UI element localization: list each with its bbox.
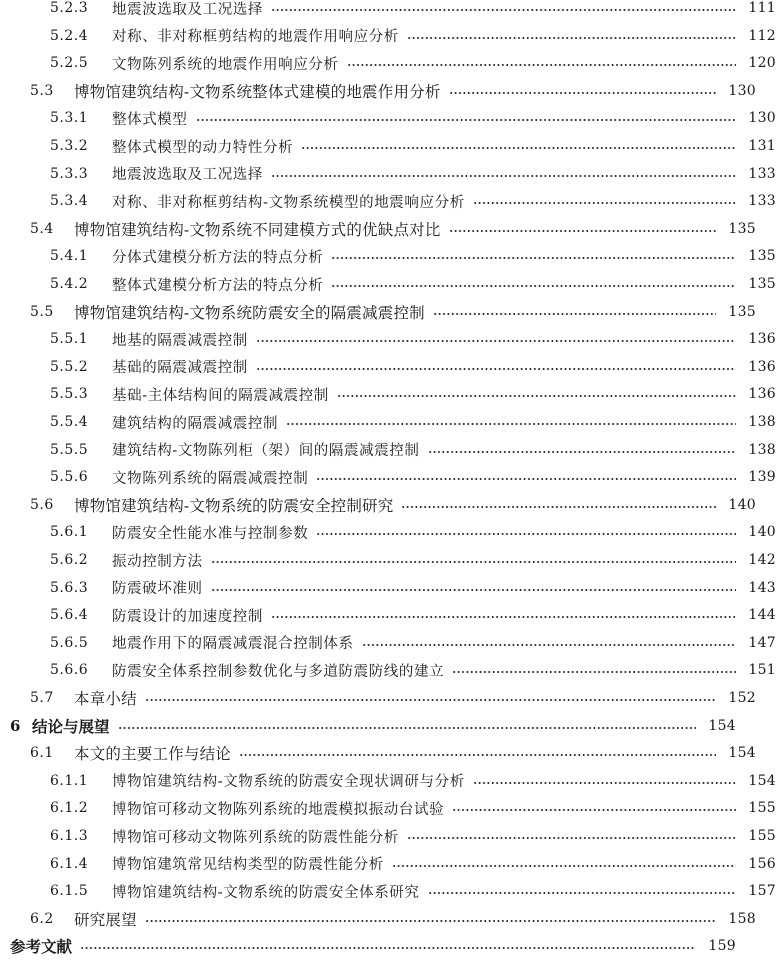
toc-entry-page-number: 140	[748, 524, 776, 541]
toc-entry-title: 防震破坏准则	[112, 581, 203, 598]
toc-entry-title: 建筑结构-文物陈列柜（架）间的隔震减震控制	[112, 443, 420, 460]
dot-leader	[407, 37, 736, 39]
toc-entry-page-number: 140	[728, 496, 756, 513]
dot-leader	[433, 313, 716, 315]
toc-entry-page-number: 154	[748, 772, 776, 789]
dot-leader	[256, 368, 736, 370]
toc-entry[interactable]	[0, 327, 780, 351]
toc-entry[interactable]	[0, 576, 780, 600]
toc-entry-number: 5.6.2	[50, 552, 89, 568]
toc-entry-number: 5.2.5	[50, 55, 89, 72]
toc-entry[interactable]	[0, 24, 780, 48]
dot-leader	[118, 727, 696, 729]
toc-entry-title: 博物馆建筑结构-文物系统防震安全的隔震减震控制	[74, 303, 425, 322]
toc-entry-number: 6.1.3	[50, 828, 89, 844]
toc-entry-page-number: 130	[728, 82, 756, 99]
toc-entry[interactable]	[0, 741, 760, 765]
toc-entry-number: 6.1	[30, 745, 54, 762]
toc-entry-title: 振动控制方法	[112, 553, 203, 570]
toc-entry-number: 6.1.4	[50, 855, 89, 872]
toc-entry-number: 5.6	[30, 496, 54, 513]
toc-entry-title: 博物馆可移动文物陈列系统的防震性能分析	[112, 829, 399, 846]
dot-leader	[286, 423, 736, 425]
toc-entry-number: 6.1.5	[50, 883, 89, 900]
toc-entry-number: 5.6.4	[50, 607, 89, 624]
dot-leader	[449, 92, 716, 94]
toc-entry-title: 地基的隔震减震控制	[112, 332, 248, 349]
toc-entry-number: 5.3	[30, 82, 54, 99]
toc-entry[interactable]	[0, 272, 780, 296]
toc-entry-title: 博物馆建筑常见结构类型的防震性能分析	[112, 857, 384, 874]
toc-entry-number: 5.5	[30, 303, 54, 320]
toc-entry-title: 地震作用下的隔震减震混合控制体系	[112, 636, 354, 653]
toc-entry[interactable]	[0, 106, 780, 130]
toc-entry[interactable]	[0, 465, 780, 489]
toc-entry-number: 5.6.1	[50, 524, 89, 541]
toc-entry-page-number: 147	[748, 634, 776, 651]
toc-entry-number: 5.5.6	[50, 469, 89, 486]
toc-entry-title: 文物陈列系统的地震作用响应分析	[112, 56, 339, 73]
toc-entry-number: 5.3.4	[50, 193, 89, 210]
toc-entry-page-number: 135	[728, 303, 756, 320]
toc-entry-page-number: 155	[748, 828, 776, 844]
toc-entry-page-number: 130	[748, 110, 776, 127]
toc-entry-page-number: 154	[728, 745, 756, 762]
toc-entry-number: 5.3.2	[50, 138, 89, 154]
toc-entry-page-number: 138	[748, 441, 776, 458]
toc-entry-number: 5.4.2	[50, 276, 89, 292]
toc-entry-number: 5.5.2	[50, 358, 89, 375]
toc-entry-title: 地震波选取及工况选择	[112, 1, 263, 18]
toc-entry-page-number: 152	[728, 690, 756, 706]
toc-entry-title: 博物馆建筑结构-文物系统不同建模方式的优缺点对比	[74, 220, 441, 239]
toc-entry-page-number: 139	[748, 469, 776, 486]
toc-entry-page-number: 120	[748, 55, 776, 72]
toc-entry-number: 5.6.5	[50, 634, 89, 651]
toc-entry[interactable]	[0, 217, 760, 241]
dot-leader	[301, 147, 736, 149]
dot-leader	[452, 671, 736, 673]
toc-entry[interactable]	[0, 907, 760, 931]
toc-entry-page-number: 156	[748, 855, 776, 872]
toc-entry-title: 地震波选取及工况选择	[112, 167, 263, 184]
toc-entry-title: 文物陈列系统的隔震减震控制	[112, 470, 309, 487]
toc-entry-number: 6	[10, 716, 21, 735]
toc-entry-page-number: 144	[748, 607, 776, 624]
toc-entry-page-number: 151	[748, 662, 776, 679]
toc-entry-title: 对称、非对称框剪结构的地震作用响应分析	[112, 29, 399, 46]
toc-entry[interactable]	[0, 879, 780, 903]
toc-entry[interactable]	[0, 824, 780, 848]
toc-entry[interactable]	[0, 0, 780, 20]
dot-leader	[401, 506, 716, 508]
toc-entry-title: 本文的主要工作与结论	[74, 745, 232, 764]
toc-entry-page-number: 133	[748, 165, 776, 182]
toc-entry-number: 5.6.3	[50, 579, 89, 596]
toc-entry[interactable]	[0, 658, 780, 682]
toc-entry-number: 5.5.5	[50, 441, 89, 458]
toc-entry[interactable]	[0, 548, 780, 572]
dot-leader	[392, 865, 736, 867]
toc-entry-title: 本章小结	[74, 690, 137, 708]
dot-leader	[145, 920, 716, 922]
toc-entry-number: 5.4	[30, 220, 54, 237]
dot-leader	[428, 892, 737, 894]
toc-entry-number: 5.5.4	[50, 414, 89, 430]
toc-entry-number: 5.5.1	[50, 331, 89, 348]
dot-leader	[271, 9, 736, 11]
dot-leader	[271, 175, 736, 177]
toc-entry-page-number: 135	[748, 276, 776, 292]
dot-leader	[449, 230, 716, 232]
toc-entry[interactable]	[0, 796, 780, 820]
toc-entry-title: 参考文献	[10, 937, 73, 957]
toc-entry[interactable]	[0, 438, 780, 462]
toc-entry[interactable]	[0, 189, 780, 213]
dot-leader	[196, 119, 737, 121]
toc-entry-page-number: 157	[748, 883, 776, 900]
dot-leader	[256, 340, 736, 342]
dot-leader	[145, 699, 716, 701]
toc-entry-title: 研究展望	[74, 910, 137, 929]
toc-entry[interactable]	[0, 520, 780, 544]
dot-leader	[362, 644, 736, 646]
toc-entry-page-number: 155	[748, 800, 776, 817]
dot-leader	[331, 285, 736, 287]
dot-leader	[428, 451, 737, 453]
dot-leader	[80, 947, 696, 949]
toc-entry-number: 5.4.1	[50, 248, 89, 265]
toc-entry-title: 对称、非对称框剪结构-文物系统模型的地震响应分析	[112, 194, 465, 211]
toc-entry-page-number: 131	[748, 138, 776, 154]
dot-leader	[452, 809, 736, 811]
toc-entry-page-number: 136	[748, 331, 776, 348]
toc-entry-page-number: 138	[748, 414, 776, 430]
toc-entry[interactable]	[0, 769, 780, 793]
toc-entry[interactable]	[0, 493, 760, 517]
toc-entry-title: 结论与展望	[32, 716, 110, 736]
dot-leader	[316, 478, 736, 480]
toc-entry-number: 5.5.3	[50, 386, 89, 403]
toc-entry[interactable]	[0, 162, 780, 186]
toc-entry[interactable]	[0, 852, 780, 876]
toc-entry-page-number: 111	[748, 0, 776, 16]
dot-leader	[473, 202, 736, 204]
toc-entry[interactable]	[0, 244, 780, 268]
dot-leader	[239, 754, 716, 756]
toc-entry[interactable]	[0, 300, 760, 324]
toc-entry-number: 5.3.3	[50, 165, 89, 182]
toc-entry-title: 建筑结构的隔震减震控制	[112, 415, 279, 432]
toc-entry[interactable]	[0, 355, 780, 379]
toc-entry[interactable]	[0, 934, 740, 958]
toc-entry-page-number: 135	[728, 220, 756, 237]
toc-entry-title: 整体式模型	[112, 111, 188, 128]
toc-entry-number: 5.7	[30, 690, 54, 706]
toc-entry-title: 博物馆建筑结构-文物系统的防震安全控制研究	[74, 496, 394, 515]
dot-leader	[347, 64, 737, 66]
toc-entry-number: 6.2	[30, 910, 54, 927]
dot-leader	[337, 395, 736, 397]
toc-entry-page-number: 143	[748, 579, 776, 596]
toc-entry-title: 防震设计的加速度控制	[112, 608, 263, 625]
dot-leader	[211, 561, 736, 563]
toc-entry[interactable]	[0, 79, 760, 103]
dot-leader	[407, 837, 736, 839]
toc-entry-page-number: 112	[748, 27, 776, 44]
toc-entry-page-number: 135	[748, 248, 776, 265]
toc-entry-page-number: 159	[708, 938, 736, 955]
toc-entry[interactable]	[0, 134, 780, 158]
toc-entry-page-number: 154	[708, 717, 736, 734]
toc-entry[interactable]	[0, 686, 760, 710]
toc-entry-page-number: 158	[728, 910, 756, 927]
toc-entry-number: 5.2.4	[50, 27, 89, 44]
dot-leader	[473, 782, 736, 784]
toc-entry-page-number: 142	[748, 552, 776, 568]
toc-entry-number: 6.1.2	[50, 800, 89, 817]
toc-entry-title: 博物馆建筑结构-文物系统整体式建模的地震作用分析	[74, 82, 441, 101]
toc-entry-title: 博物馆可移动文物陈列系统的地震模拟振动台试验	[112, 801, 445, 818]
toc-entry-title: 整体式建模分析方法的特点分析	[112, 277, 324, 294]
toc-entry-number: 5.6.6	[50, 662, 89, 679]
toc-entry[interactable]	[0, 631, 780, 655]
toc-entry-title: 基础-主体结构间的隔震减震控制	[112, 387, 329, 404]
toc-entry[interactable]	[0, 51, 780, 75]
dot-leader	[211, 589, 736, 591]
toc-entry[interactable]	[0, 410, 780, 434]
toc-entry[interactable]	[0, 714, 740, 738]
dot-leader	[331, 257, 736, 259]
toc-entry-title: 防震安全体系控制参数优化与多道防震防线的建立	[112, 663, 445, 680]
toc-entry-page-number: 136	[748, 358, 776, 375]
toc-entry-page-number: 133	[748, 193, 776, 210]
dot-leader	[271, 616, 736, 618]
toc-entry-title: 博物馆建筑结构-文物系统的防震安全现状调研与分析	[112, 774, 465, 791]
toc-entry-number: 6.1.1	[50, 772, 89, 789]
toc-entry-page-number: 136	[748, 386, 776, 403]
toc-entry[interactable]	[0, 603, 780, 627]
toc-entry-title: 基础的隔震减震控制	[112, 360, 248, 377]
toc-entry-number: 5.3.1	[50, 110, 89, 127]
toc-entry-title: 整体式模型的动力特性分析	[112, 139, 294, 156]
toc-entry-title: 博物馆建筑结构-文物系统的防震安全体系研究	[112, 884, 420, 901]
dot-leader	[316, 533, 736, 535]
toc-entry-title: 防震安全性能水准与控制参数	[112, 525, 309, 542]
toc-entry-title: 分体式建模分析方法的特点分析	[112, 249, 324, 266]
toc-entry-number: 5.2.3	[50, 0, 89, 16]
toc-entry[interactable]	[0, 382, 780, 406]
